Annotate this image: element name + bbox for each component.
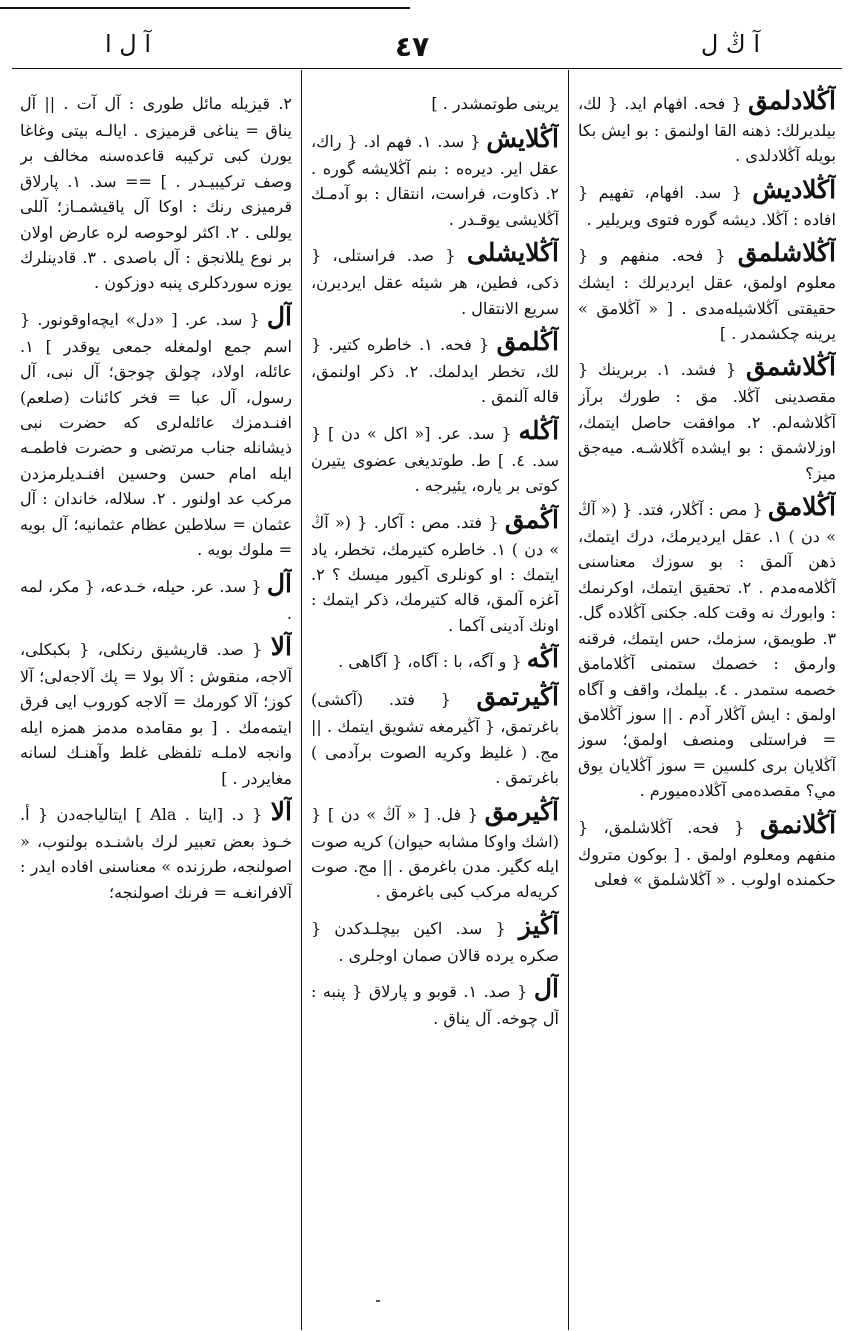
dictionary-entry bbox=[578, 84, 836, 169]
dictionary-entry bbox=[311, 325, 559, 410]
dictionary-entry bbox=[311, 795, 559, 905]
entry-text: { سد. عر. [ «دل» ايچه‌اوقونور. { اسم جمع اولمغله جمعی يوقدر ] ١. عائله، اولاد، چولق چوجق؛ آل نبی، آل رسول، آل عبا = فخر كائنات (صلعم) افنـدمزك عائله‌لری كه حضرت نبی ذيشانله جناب مرتضی و حضرت فاطمـه ايله امام حسن وحسين افنـديلرمزدن مركب عد اولنور . ٢. سلاله، خاندان : آل عثمان = سلاطين عظام عثمانيه؛ آل بويه = ملوك بويه . bbox=[20, 309, 292, 560]
entry-headword: آڭلادلمق bbox=[748, 86, 836, 115]
column-left bbox=[20, 84, 292, 1324]
page-header bbox=[0, 30, 850, 70]
entry-headword: آڭيز bbox=[518, 910, 559, 940]
running-head-left: آ ل ا bbox=[105, 30, 152, 58]
dictionary-entry bbox=[20, 84, 292, 296]
entry-headword: آڭلامق bbox=[767, 492, 836, 522]
entry-text: { سد. اكين بيچلـدكدن { صكره يرده قالان صمان اوجلری . bbox=[311, 918, 559, 965]
entry-headword: آڭه bbox=[526, 644, 559, 674]
top-rule bbox=[0, 7, 410, 9]
column-middle bbox=[311, 84, 559, 1324]
entry-headword: آڭلاشمق bbox=[745, 352, 836, 382]
entry-text: { سد. افهام، تفهيم { افاده : آڭلا. ديشه گوره فتوی ويريلير . bbox=[578, 182, 836, 229]
entry-headword: آڭيرتمق bbox=[476, 682, 559, 712]
entry-headword: آڭلايشلی bbox=[466, 238, 559, 268]
entry-text: { د. [ايتا . Ala ] ايتالياجه‌دن { أ. خـوذ بعض تعبير لرك باشنـده بولنوب، « اصولنجه، طرزنده » معناسنی افاده ايدر : آلافرانغـه = فرنك اصولنجه؛ bbox=[20, 804, 292, 902]
entry-headword: آڭلادیش bbox=[752, 174, 836, 204]
dictionary-entry bbox=[578, 490, 836, 803]
entry-headword: آڭلمق bbox=[496, 327, 559, 357]
entry-headword: آلا bbox=[270, 631, 292, 661]
running-head-right: آ ڭ ل bbox=[700, 30, 760, 58]
entry-text: ٢. قيزيله مائل طوری : آل آت . || آل يناق = يناغی قرمیزی . ايالـه بيتی وغاغا يورن كبی تركيبه قاعده‌سنه مخالف بر وصف تركيبيـدر . ] == سد. ١. پارلاق قرمیزی رنك : اوكا آل ياقيشمـاز؛ آللی يوللی . ٢. اكثر لوحوصه لره عارض اولان بر نوع يللانجق : آل باصدی . ٣. قادينلرك يوزه سوردكلری پنبه دوزكون . bbox=[20, 94, 292, 293]
dictionary-entry bbox=[20, 567, 292, 626]
entry-text: { صد. ١. قوبو و پارلاق { پنبه : آل چوخه. آل يناق . bbox=[311, 982, 559, 1029]
entry-text: { و آگه، با : آگاه، { آگاهی . bbox=[338, 652, 522, 672]
page-footer-mark bbox=[376, 1300, 380, 1302]
column-divider-right bbox=[568, 70, 569, 1330]
dictionary-entry bbox=[311, 84, 559, 118]
header-rule bbox=[12, 68, 842, 69]
dictionary-entry bbox=[20, 795, 292, 905]
dictionary-entry bbox=[311, 122, 559, 232]
entry-headword: آڭلايش bbox=[486, 124, 559, 153]
dictionary-entry bbox=[578, 350, 836, 486]
entry-text: { سد. عر. حيله، خـدعه، { مكر، لمه . bbox=[20, 576, 292, 623]
entry-headword: آڭله bbox=[518, 415, 559, 445]
entry-headword: آڭلانمق bbox=[759, 809, 836, 839]
dictionary-entry bbox=[311, 680, 559, 790]
entry-headword: آل bbox=[533, 974, 559, 1004]
dictionary-entry bbox=[311, 642, 559, 676]
entry-text: { فحه. آڭلاشلمق، { منفهم ومعلوم اولمق . [ بوكون متروك حكمنده اولوب . « آڭلاشلمق » فعلی bbox=[578, 817, 836, 889]
entry-headword: آلا bbox=[270, 796, 292, 826]
dictionary-entry bbox=[311, 414, 559, 499]
entry-text: { فتد. مص : آكار. { (« آڭ » دن ) ١. خاطره كتيرمك، تخطر، ياد ايتمك : او كونلری آكيور ميسك ؟ ٢. آغزه آلمق، قاله كتيرمك، ذكر ايتمك : اونك آدينی آكما . bbox=[311, 512, 559, 635]
entry-text: { فحه. منفهم و { معلوم اولمق، عقل ايرديرلك : ايشك حقيقتی آڭلاشيله‌مدی . [ « آڭلامق » يرينه چكشمدر . ] bbox=[578, 246, 836, 344]
dictionary-entry bbox=[311, 503, 559, 639]
entry-text: يرينی طوتمشدر . ] bbox=[431, 94, 559, 113]
page-number: ٤٧ bbox=[395, 30, 430, 63]
entry-text: { فل. [ « آڭ » دن ] { (اشك واوكا مشابه حيوان) كريه صوت ايله كگير. مدن باغرمق . || مج. صوت كريه‌له مركب كبی باغرمق . bbox=[311, 804, 559, 902]
dictionary-entry bbox=[20, 630, 292, 791]
dictionary-entry bbox=[311, 972, 559, 1031]
entry-headword: آڭيرمق bbox=[484, 796, 559, 826]
dictionary-entry bbox=[311, 236, 559, 321]
dictionary-entry bbox=[578, 173, 836, 232]
entry-text: { صد. فراستلی، { ذكی، فطين، هر شيئه عقل ايرديرن، سريع الانتقال . bbox=[311, 246, 559, 318]
column-right bbox=[578, 84, 836, 1324]
entry-headword: آڭلاشلمق bbox=[737, 238, 836, 268]
entry-text: { سد. ١. فهم اد. { راك، عقل اير. ديره‌ه : بنم آڭلايشه گوره . ٢. ذكاوت، فراست، انتقال : بو آدمـك آڭلايشی يوقـدر . bbox=[311, 132, 559, 229]
entry-headword: آڭمق bbox=[504, 504, 559, 534]
entry-text: { فشد. ١. بربرينك { مقصدينی آڭلا. مق : طورك برآز آڭلاشەلم. ٢. موافقت حاصل ايتمك، اوزلاشمق : بو ايشده آڭلاشـه. میه‌جق ميز؟ bbox=[578, 360, 836, 483]
entry-text: { سد. عر. [« اكل » دن ] { سد. ٤. ] ط. طوتديغی عضوی يتيرن كوتی بر ياره، يئيرجه . bbox=[311, 423, 559, 496]
entry-headword: آل bbox=[266, 301, 292, 331]
dictionary-entry bbox=[578, 808, 836, 893]
dictionary-entry bbox=[578, 236, 836, 346]
column-divider-left bbox=[301, 70, 302, 1330]
dictionary-entry bbox=[311, 909, 559, 968]
entry-text: { صد. قاريشيق رنكلی، { بكبكلی، آلاجه، منقوش : آلا بولا = پك آلاجه‌لی؛ آلا كوز؛ آلا كورمك = آلاجه كوروب ايی فرق ايتمه‌مك . [ بو مقامده مدمز همزه ايله وانجه لاملـه تلفظی غلط وآهنـك لسانه مغايردر . ] bbox=[20, 639, 292, 788]
entry-text: { فحه. ١. خاطره كتير. { لك، تخطر ايدلمك. ٢. ذكر اولنمق، قاله آلنمق . bbox=[311, 335, 559, 407]
entry-text: { مص : آڭلار، فتد. { (« آڭ » دن ) ١. عقل ايرديرمك، درك ايتمك، ذهن آلمق : بو سوزك معناسنی آڭلامەمدم . ٢. تحقيق ايتمك، اوكرنمك : وابورك نه وقت كله. جكنی آڭلاده گل. ٣. طويمق، سزمك، حس ايتمك، فرقنه وارمق : خصمك ستمنی آڭلامامق خصمه ستمدر . ٤. بيلمك، واقف و آگاه اولمق : ايش آڭلار آدم . || سوز آڭلامق = فراستلی ومنصف اولمق؛ سوز آڭلايان بری كلسين = سوز آڭلايان يوق مي؟ مقصدەمی آڭلاده‌ميورم . bbox=[578, 500, 836, 801]
entry-text: { فحه. افهام ايد. { لك، بيلديرلك: ذهنه القا اولنمق : بو ايش بكا بويله آڭلادلدی . bbox=[578, 94, 836, 166]
dictionary-entry bbox=[20, 300, 292, 563]
entry-text: { فتد. (آكشی) باغرتمق، { آڭيرمغه تشويق ايتمك . || مج. ( غليظ وكريه الصوت برآدمی ) باغرتمق . bbox=[311, 690, 559, 788]
entry-headword: آل bbox=[266, 568, 292, 598]
